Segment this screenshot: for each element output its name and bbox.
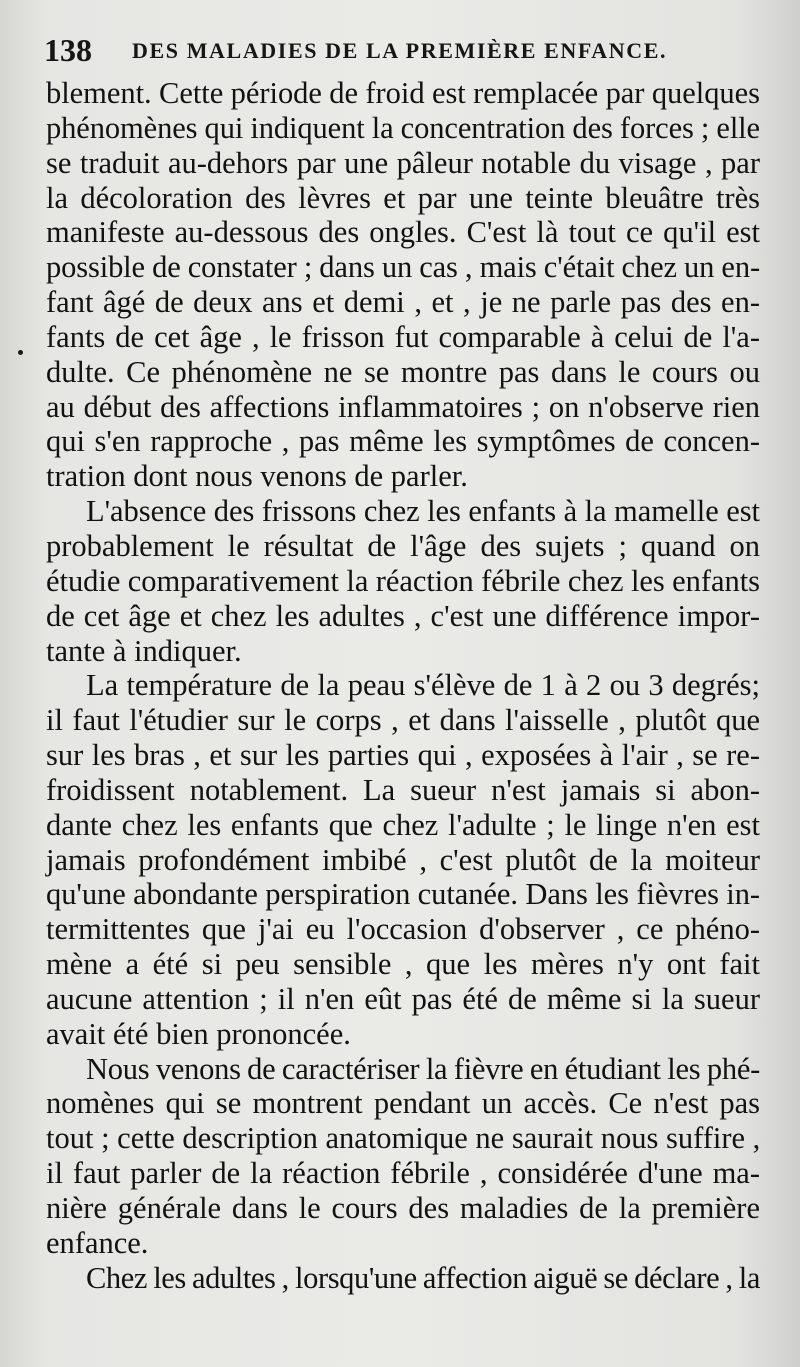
text-line: Chez les adultes , lorsqu'une affection aiguë se déclare , la [86,1260,760,1295]
text-line: aucune attention ; il n'en eût pas été de même si la sueur [46,981,760,1016]
text-line: Nous venons de caractériser la fièvre en étudiant les phé- [86,1051,760,1086]
text-line: se traduit au-dehors par une pâleur notable du visage , par [46,145,760,180]
text-line: sur les bras , et sur les parties qui , exposées à l'air , se re- [46,738,760,773]
text-line: La température de la peau s'élève de 1 à 2 ou 3 degrés; [86,668,760,703]
text-line: manifeste au-dessous des ongles. C'est là tout ce qu'il est [46,215,760,250]
text-line: qu'une abondante perspiration cutanée. Dans les fièvres in- [46,877,760,912]
text-line: étudie comparativement la réaction fébrile chez les enfants [46,563,760,598]
text-line: jamais profondément imbibé , c'est plutôt de la moiteur [46,842,760,877]
text-line: mène a été si peu sensible , que les mères n'y ont fait [46,947,760,982]
text-line: fants de cet âge , le frisson fut comparable à celui de l'a- [46,319,760,354]
text-line: au début des affections inflammatoires ; on n'observe rien [46,389,760,424]
running-title: DES MALADIES DE LA PREMIÈRE ENFANCE. [132,38,668,63]
text-line: nomènes qui se montrent pendant un accès. Ce n'est pas [46,1086,760,1121]
text-line: tration dont nous venons de parler. [46,459,468,494]
text-line: la décoloration des lèvres et par une teinte bleuâtre très [46,180,760,215]
text-line: termittentes que j'ai eu l'occasion d'observer , ce phéno- [46,912,760,947]
text-line: il faut parler de la réaction fébrile , considérée d'une ma- [46,1156,760,1191]
text-line: phénomènes qui indiquent la concentration des forces ; elle [46,110,760,145]
text-line: nière générale dans le cours des maladies de la première [46,1191,760,1225]
running-head [44,26,754,66]
page-number: 138 [44,32,92,68]
text-line: probablement le résultat de l'âge des sujets ; quand on [46,528,760,563]
text-line: froidissent notablement. La sueur n'est jamais si abon- [46,772,760,807]
text-line: qui s'en rapproche , pas même les symptômes de concen- [46,424,760,459]
text-line: possible de constater ; dans un cas , mais c'était chez un en- [46,250,760,285]
text-line: tout ; cette description anatomique ne saurait nous suffire , [46,1121,761,1156]
text-line: il faut l'étudier sur le corps , et dans l'aisselle , plutôt que [46,703,760,738]
text-line: de cet âge et chez les adultes , c'est une différence impor- [46,598,760,633]
body-text [46,76,760,1296]
text-line: avait été bien prononcée. [46,1016,351,1051]
text-line: dulte. Ce phénomène ne se montre pas dans le cours ou [46,354,760,389]
text-line: L'absence des frissons chez les enfants à la mamelle est [86,494,760,529]
text-line: blement. Cette période de froid est remplacée par quelques [46,76,760,110]
text-line: fant âgé de deux ans et demi , et , je ne parle pas des en- [46,285,760,320]
text-line: dante chez les enfants que chez l'adulte ; le linge n'en est [46,807,760,842]
text-line: tante à indiquer. [46,633,242,668]
margin-mark [18,350,23,355]
text-line: enfance. [46,1225,149,1260]
